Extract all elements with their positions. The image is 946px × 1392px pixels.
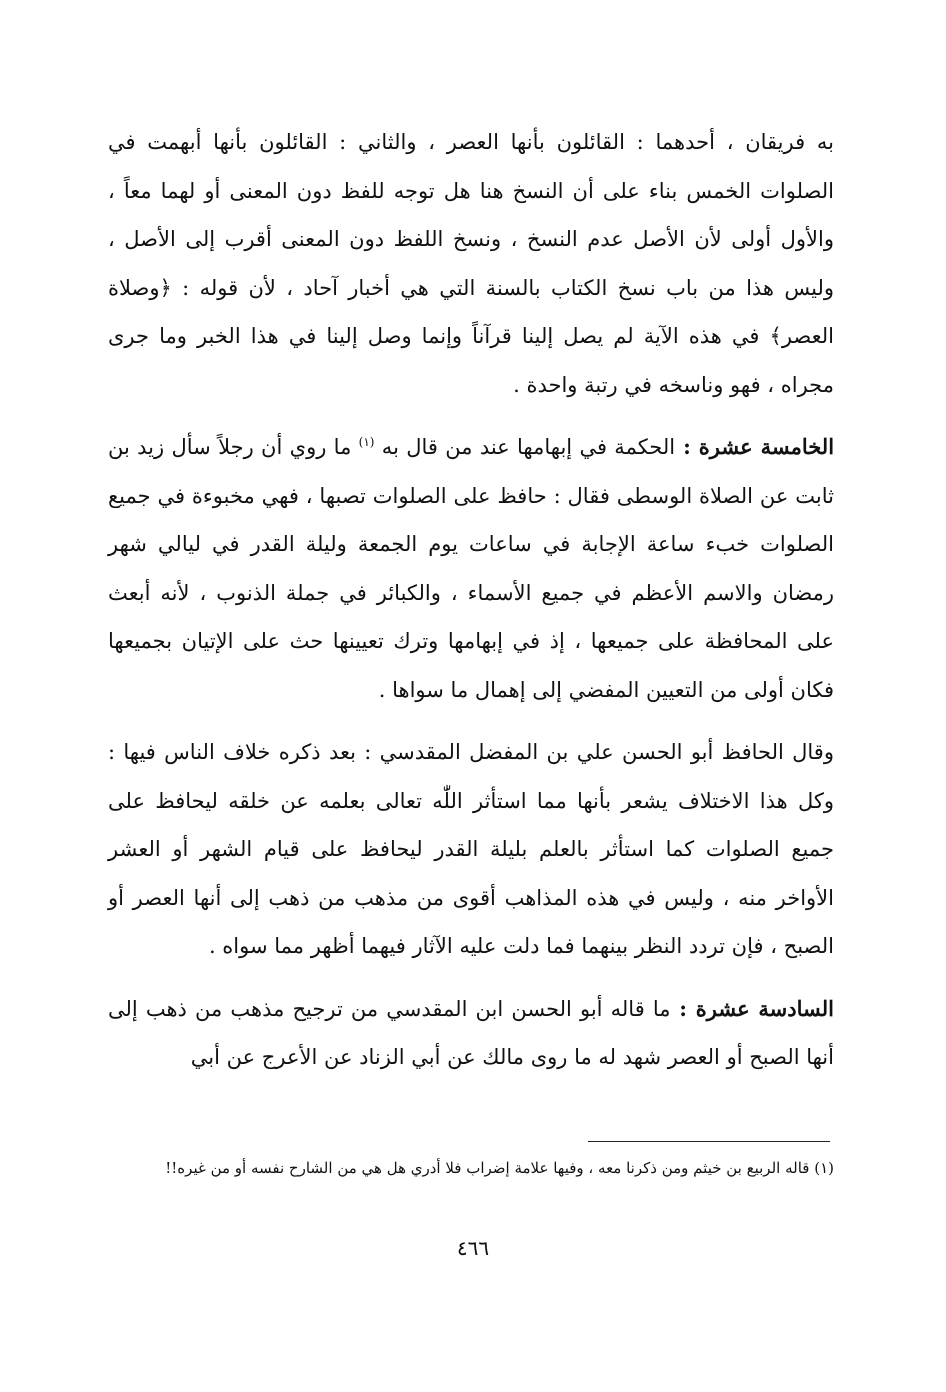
paragraph-text: ما روي أن رجلاً سأل زيد بن ثابت عن الصلاة الوسطى فقال : حافظ على الصلوات تصبها ، فهي مخبوءة في جميع الصلوات خبء ساعة الإجابة في ساعات يوم الجمعة وليلة القدر في ليالي شهر رمضان والاسم الأعظم في جميع الأسماء ، والكبائر في جملة الذنوب ، لأنه أبعث على المحافظة على جميعها ، إذ في إبهامها وترك تعيينها حث على الإتيان بجميعها فكان أولى من التعيين المفضي إلى إهمال ما سواها . bbox=[108, 435, 834, 702]
paragraph-heading: الخامسة عشرة : bbox=[675, 434, 835, 459]
paragraph-1 bbox=[108, 118, 834, 409]
main-text bbox=[108, 118, 834, 1082]
page-number: ٤٦٦ bbox=[456, 1236, 490, 1260]
paragraph-4 bbox=[108, 985, 834, 1082]
footnote-reference[interactable]: (١) bbox=[358, 435, 375, 449]
paragraph-2 bbox=[108, 423, 834, 714]
paragraph-text: الحكمة في إبهامها عند من قال به bbox=[374, 435, 676, 459]
paragraph-text: ما قاله أبو الحسن ابن المقدسي من ترجيح مذهب من ذهب إلى أنها الصبح أو العصر شهد له ما روى مالك عن أبي الزناد عن الأعرج عن أبي bbox=[108, 996, 834, 1069]
footnote-divider bbox=[588, 1141, 830, 1142]
paragraph-heading: السادسة عشرة : bbox=[670, 995, 834, 1021]
paragraph-text: وقال الحافظ أبو الحسن علي بن المفضل المقدسي : بعد ذكره خلاف الناس فيها : وكل هذا الاختلاف يشعر بأنها مما استأثر اللّٰه تعالى بعلمه عن خلقه ليحافظ على جميع الصلوات كما استأثر بالعلم بليلة القدر ليحافظ على قيام الشهر أو العشر الأواخر منه ، وليس في هذه المذاهب أقوى من مذهب من ذهب إلى أنها العصر أو الصبح ، فإن تردد النظر بينهما فما دلت عليه الآثار فيهما أظهر مما سواه . bbox=[108, 740, 834, 958]
paragraph-3 bbox=[108, 728, 834, 971]
paragraph-text: به فريقان ، أحدهما : القائلون بأنها العصر ، والثاني : القائلون بأنها أبهمت في الصلوات الخمس بناء على أن النسخ هنا هل توجه للفظ دون المعنى أو لهما معاً ، والأول أولى لأن الأصل عدم النسخ ، ونسخ اللفظ دون المعنى أقرب إلى الأصل ، وليس هذا من باب نسخ الكتاب بالسنة التي هي أخبار آحاد ، لأن قوله : ﴿وصلاة العصر﴾ في هذه الآية لم يصل إلينا قرآناً وإنما وصل إلينا في هذا الخبر وما جرى مجراه ، فهو وناسخه في رتبة واحدة . bbox=[108, 130, 834, 397]
footnote: (١) قاله الربيع بن خيثم ومن ذكرنا معه ، وفيها علامة إضراب فلا أدري هل هي من الشارح نفسه أو من غيره!! bbox=[165, 1159, 834, 1177]
